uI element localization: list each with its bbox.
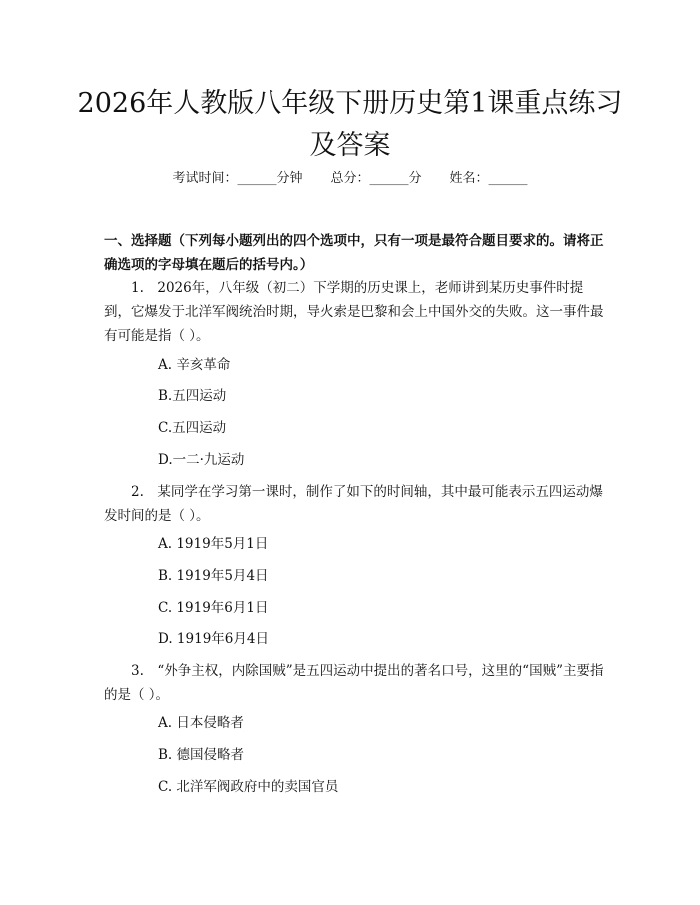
exam-info — [0, 170, 700, 188]
exam-time-field: 考试时间：______分钟 — [172, 171, 303, 186]
question-2-option-c: C. 1919年6月1日 — [158, 600, 269, 616]
question-1-option-d: D.一二·九运动 — [158, 452, 245, 468]
question-2-option-a: A. 1919年5月1日 — [158, 536, 269, 552]
question-1-option-b: B.五四运动 — [158, 388, 227, 404]
page-title: 2026年人教版八年级下册历史第1课重点练习及答案 — [77, 88, 623, 161]
question-1-option-c: C.五四运动 — [158, 420, 227, 436]
question-3: 3. “外争主权，内除国贼”是五四运动中提出的著名口号，这里的“国贼”主要指的是（ ）。 — [104, 663, 604, 703]
question-3-option-b: B. 德国侵略者 — [158, 747, 245, 763]
section-heading: 一、选择题（下列每小题列出的四个选项中，只有一项是最符合题目要求的。请将正确选项的字母填在题后的括号内。） — [104, 233, 604, 273]
question-2-option-d: D. 1919年6月4日 — [158, 631, 269, 647]
student-name-field: 姓名：______ — [449, 171, 528, 186]
question-3-option-a: A. 日本侵略者 — [158, 715, 244, 731]
question-2: 2. 某同学在学习第一课时，制作了如下的时间轴，其中最可能表示五四运动爆发时间的是（ ）。 — [104, 484, 603, 524]
question-3-option-c: C. 北洋军阀政府中的卖国官员 — [158, 779, 339, 795]
question-1-option-a: A. 辛亥革命 — [158, 357, 231, 373]
question-1: 1. 2026年，八年级（初二）下学期的历史课上，老师讲到某历史事件时提到，它爆发于北洋军阀统治时期，导火索是巴黎和会上中国外交的失败。这一事件最有可能是指（ ）。 — [104, 280, 604, 344]
question-2-option-b: B. 1919年5月4日 — [158, 568, 269, 584]
exam-score-field: 总分：______分 — [330, 171, 422, 186]
